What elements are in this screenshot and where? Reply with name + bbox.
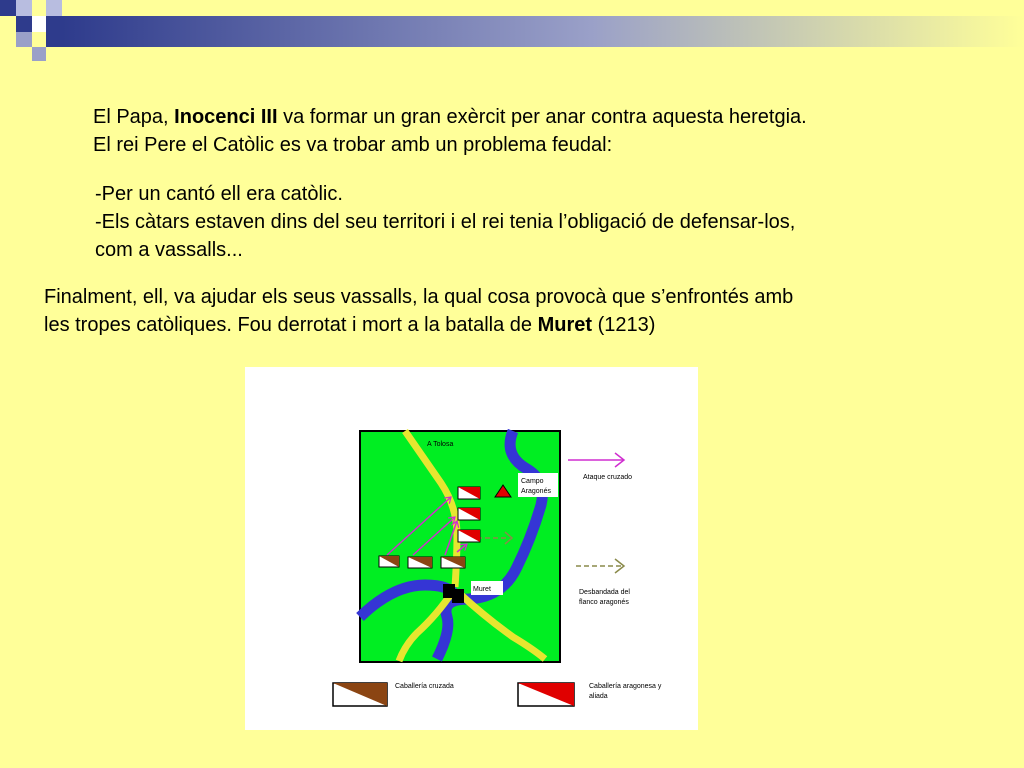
muret-label: Muret [473,586,491,593]
tolosa-label: A Tolosa [427,441,454,448]
text-span: va formar un gran exèrcit per anar contra aquesta heretgia. [277,106,807,128]
banner-square [16,0,32,16]
text-span: (1213) [592,314,656,336]
text-line: -Per un cantó ell era catòlic. [95,183,343,205]
text-line [93,103,807,131]
dilemma-list [95,180,795,264]
text-span: les tropes catòliques. Fou derrotat i mort a la batalla de [44,314,538,336]
legend-desbandada-label: flanco aragonés [579,599,629,606]
text-line: -Els càtars estaven dins del seu territori i el rei tenia l’obligació de defensar-los, [95,211,796,233]
text-span: El Papa, [93,106,175,128]
aragonese-flag [458,508,480,520]
battle-of-muret-map [245,367,698,730]
crusader-flag [408,557,432,568]
legend-desbandada-label: Desbandada del [579,589,630,596]
legend-aragonese-flag-icon [518,683,574,706]
legend-ataque-label: Ataque cruzado [583,474,633,481]
intro-paragraph [93,103,807,159]
banner-square [46,16,62,47]
aragonese-flag [458,530,480,542]
crusader-cavalry-units [379,556,465,568]
conclusion-paragraph [44,283,793,339]
text-line [44,311,793,339]
aragonese-flag [458,487,480,499]
campo-label: Aragonés [521,488,551,495]
banner-square [32,16,46,32]
legend-crusader-flag-icon [333,683,387,706]
banner-square [32,47,46,61]
banner-square [46,0,62,16]
banner-square [0,0,16,16]
crusader-flag [441,557,465,568]
crusader-flag [379,556,399,567]
pope-name: Inocenci III [174,106,278,128]
campo-label: Campo [521,478,544,485]
header-banner [0,0,1024,62]
banner-gradient-band [62,16,1024,47]
legend-cruzada-label: Caballería cruzada [395,683,454,690]
text-line: El rei Pere el Catòlic es va trobar amb un problema feudal: [93,134,613,156]
banner-square [16,16,32,32]
banner-square [16,32,32,47]
text-line: Finalment, ell, va ajudar els seus vassalls, la qual cosa provocà que s’enfrontés amb [44,286,794,308]
legend-aragonesa-label: aliada [589,693,608,700]
muret-town [452,589,464,603]
aragonese-cavalry-units [458,487,480,542]
text-line: com a vassalls... [95,239,243,261]
battle-name: Muret [537,314,593,336]
legend-aragonesa-label: Caballería aragonesa y [589,683,662,690]
